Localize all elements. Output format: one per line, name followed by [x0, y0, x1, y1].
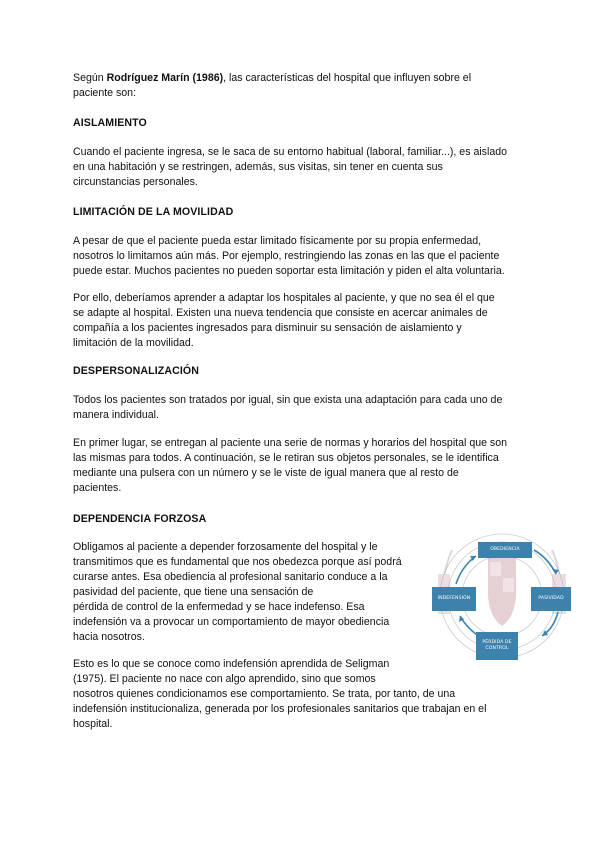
box-perdida-label-2: CONTROL: [485, 646, 509, 651]
text-line: pacientes.: [73, 482, 122, 494]
text-line: nosotros lo limitamos aún más. Por ejemplo, restringiendo las zonas en las que el paciente: [73, 250, 500, 262]
dependencia-paragraph-1: [73, 540, 411, 645]
heading-despersonalizacion: DESPERSONALIZACIÓN: [73, 365, 199, 377]
text-line: Esto es lo que se conoce como indefensión aprendida de Seligman: [73, 658, 390, 670]
text-line: en una habitación y se restringen, además, sus visitas, sin tener en cuenta sus: [73, 161, 443, 173]
limitacion-paragraph-1: [73, 234, 533, 279]
text-line: se adapte al hospital. Existen una nueva tendencia que consiste en acercar animales de: [73, 307, 488, 319]
dependency-cycle-diagram: [430, 532, 572, 664]
text-line: hacia nosotros.: [73, 631, 145, 643]
box-indefension: [432, 587, 476, 611]
intro-citation: Rodríguez Marín (1986): [106, 72, 224, 84]
heading-limitacion: LIMITACIÓN DE LA MOVILIDAD: [73, 206, 234, 218]
text-line: manera individual.: [73, 409, 159, 421]
heading-dependencia: DEPENDENCIA FORZOSA: [73, 513, 207, 525]
text-line: A pesar de que el paciente pueda estar limitado físicamente por su propia enfermedad,: [73, 235, 482, 247]
intro-line-1: [73, 71, 533, 86]
text-line: limitación de la movilidad.: [73, 337, 194, 349]
intro-text-after: , las características del hospital que influyen sobre el: [223, 72, 472, 84]
intro-paragraph: [73, 71, 533, 101]
despersonalizacion-paragraph-2: [73, 436, 533, 496]
text-line: curarse antes. Esa obediencia al profesional sanitario conduce a la: [73, 571, 388, 583]
text-line: Obligamos al paciente a depender forzosamente del hospital y le: [73, 541, 378, 553]
text-line: transmitimos que es fundamental que nos obedezca porque así podrá: [73, 556, 402, 568]
box-obediencia: [478, 542, 532, 558]
text-line: compañía a los pacientes ingresados para disminuir su sensación de aislamiento y: [73, 322, 462, 334]
limitacion-paragraph-2: [73, 291, 533, 351]
text-line: En primer lugar, se entregan al paciente una serie de normas y horarios del hospital que son: [73, 437, 508, 449]
text-line: Cuando el paciente ingresa, se le saca de su entorno habitual (laboral, familiar...), es aislado: [73, 146, 508, 158]
dependencia-paragraph-2: [73, 657, 533, 732]
aislamiento-paragraph: [73, 145, 533, 190]
text-line: hospital.: [73, 718, 113, 730]
text-line: circunstancias personales.: [73, 176, 198, 188]
box-pasividad-label: PASIVIDAD: [538, 596, 564, 601]
intro-text-before: Según: [73, 72, 107, 84]
text-line: nosotros quienes condicionamos ese comportamiento. Se trata, por tanto, de una: [73, 688, 456, 700]
text-line: puede estar. Muchos pacientes no pueden soportar esta limitación y piden el alta voluntaria.: [73, 265, 505, 277]
box-indefension-label: INDEFENSIÓN: [437, 596, 471, 601]
text-line: indefensión va a provocar un comportamiento de mayor obediencia: [73, 616, 390, 628]
box-perdida-label-1: PÉRDIDA DE: [482, 640, 512, 645]
text-line: indefensión institucionaliza, generada por los profesionales sanitarios que trabajan en el: [73, 703, 487, 715]
text-line: (1975). El paciente no nace con algo aprendido, sino que somos: [73, 673, 376, 685]
box-obediencia-label: OBEDIENCIA: [490, 547, 520, 552]
text-line: pérdida de control de la enfermedad y se hace indefenso. Esa: [73, 601, 365, 613]
despersonalizacion-paragraph-1: [73, 393, 533, 423]
box-pasividad: [531, 587, 571, 611]
text-line: Por ello, deberíamos aprender a adaptar los hospitales al paciente, y que no sea él el que: [73, 292, 495, 304]
heading-aislamiento: AISLAMIENTO: [73, 117, 147, 129]
text-line: las mismas para todos. A continuación, se le retiran sus objetos personales, se le identifica: [73, 452, 499, 464]
box-perdida-control: [476, 632, 518, 660]
text-line: mediante una pulsera con un número y se le viste de igual manera que al resto de: [73, 467, 459, 479]
intro-line-2: paciente son:: [73, 87, 137, 99]
text-line: Todos los pacientes son tratados por igual, sin que exista una adaptación para cada uno de: [73, 394, 503, 406]
text-line: pasividad del paciente, que tiene una sensación de: [73, 586, 314, 598]
